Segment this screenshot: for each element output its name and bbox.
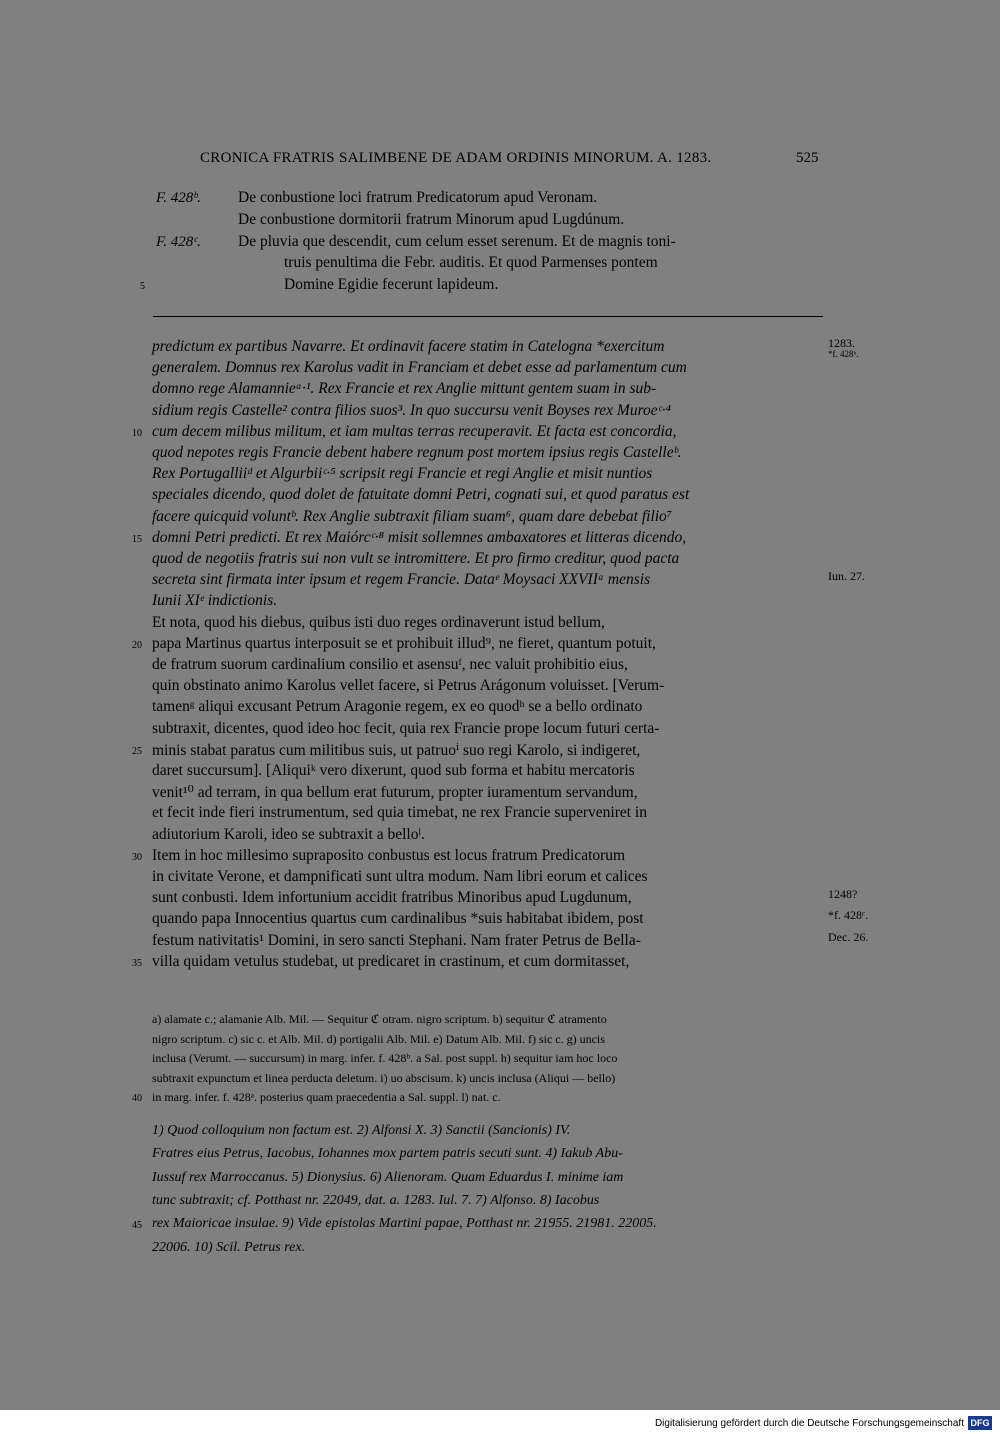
- line-number: 5: [140, 281, 145, 292]
- body-line: quin obstinato animo Karolus vellet facere, si Petrus Arágonum voluisset. [Verum-: [152, 677, 665, 695]
- line-number: 30: [132, 851, 142, 863]
- separator-rule: [153, 316, 823, 317]
- rubric-label: F. 428ᵇ.: [156, 190, 202, 206]
- body-line: minis stabat paratus cum militibus suis, ut patruoⁱ suo regi Karolo, si indigeret,: [152, 741, 641, 759]
- body-line: secreta sint firmata inter ipsum et regem Francie. Dataᵉ Moysaci XXVIIᵃ mensis: [152, 571, 651, 589]
- apparatus-line: a) alamate c.; alamanie Alb. Mil. — Sequitur ℭ otram. nigro scriptum. b) sequitur ℭ atramento: [152, 1012, 607, 1026]
- rubric-line: De pluvia que descendit, cum celum esset serenum. Et de magnis toni-: [238, 233, 676, 250]
- body-line: tamenᵍ aliqui excusant Petrum Aragonie regem, ex eo quodʰ se a bello ordinato: [152, 698, 643, 716]
- apparatus-line: nigro scriptum. c) sic c. et Alb. Mil. d) portigalii Alb. Mil. e) Datum Alb. Mil. f) sic c. g) uncis: [152, 1031, 605, 1046]
- apparatus-line: subtraxit expunctum et linea perducta deletum. i) uo abscisum. k) uncis inclusa (Aliqui — bello): [152, 1070, 616, 1085]
- rubric-line: De conbustione dormitorii fratrum Minorum apud Lugdúnum.: [238, 211, 625, 228]
- body-line: in civitate Verone, et dampnificati sunt ultra modum. Nam libri eorum et calices: [152, 868, 648, 885]
- footnote-line: tunc subtraxit; cf. Potthast nr. 22049, dat. a. 1283. Iul. 7. 7) Alfonso. 8) Iacobus: [152, 1192, 600, 1208]
- margin-note: 1248?: [828, 887, 858, 902]
- body-line: adiutorium Karoli, ideo se subtraxit a belloˡ.: [152, 825, 425, 843]
- body-line: domno rege Alamannieᵃ·¹. Rex Francie et rex Anglie mittunt gentem suam in sub-: [152, 380, 657, 398]
- rubric-label: F. 428ᶜ.: [156, 234, 201, 250]
- apparatus-line: inclusa (Verumt. — succursum) in marg. infer. f. 428ᵇ. a Sal. post suppl. h) sequitur iam hoc loco: [152, 1051, 618, 1065]
- footnote-line: Iussuf rex Marroccanus. 5) Dionysius. 6) Alienoram. Quam Eduardus I. minime iam: [152, 1169, 624, 1185]
- body-line: cum decem milibus militum, et iam multas terras recuperavit. Et facta est concordia,: [152, 422, 677, 440]
- footnote-line: rex Maioricae insulae. 9) Vide epistolas Martini papae, Potthast nr. 21955. 21981. 22005.: [152, 1216, 657, 1232]
- body-line: festum nativitatis¹ Domini, in sero sancti Stephani. Nam frater Petrus de Bella-: [152, 931, 641, 949]
- dfg-logo-icon: DFG: [968, 1416, 992, 1430]
- margin-note: *f. 428ᶜ.: [828, 908, 869, 923]
- body-line: quod de negotiis fratris sui non vult se intromittere. Et pro firmo creditur, quod pacta: [152, 550, 680, 567]
- funding-credit: Digitalisierung gefördert durch die Deutsche Forschungsgemeinschaft: [654, 1418, 964, 1429]
- margin-note: *f. 428ᵇ.: [828, 349, 859, 359]
- margin-note: 1283.: [828, 336, 855, 350]
- line-number: 40: [132, 1093, 142, 1104]
- footnote-line: 22006. 10) Scil. Petrus rex.: [152, 1239, 306, 1255]
- line-number: 25: [132, 745, 142, 757]
- body-line: Item in hoc millesimo supraposito conbustus est locus fratrum Predicatorum: [152, 846, 626, 864]
- body-line: sidium regis Castelle² contra filios suos³. In quo succursu venit Boyses rex Muroeᶜ·⁴: [152, 401, 672, 419]
- body-line: predictum ex partibus Navarre. Et ordinavit facere statim in Catelogna *exercitum: [152, 338, 665, 355]
- line-number: 10: [132, 427, 142, 439]
- body-line: sunt conbusti. Idem infortunium accidit fratribus Minoribus apud Lugdunum,: [152, 889, 632, 907]
- body-line: de fratrum suorum cardinalium consilio et asensuᶠ, nec valuit prohibitio eius,: [152, 656, 628, 673]
- line-number: 15: [132, 533, 142, 545]
- body-line: subtraxit, dicentes, quod ideo hoc fecit, quia rex Francie prope locum futuri certa-: [152, 719, 660, 737]
- body-line: speciales dicendo, quod dolet de fatuitate domni Petri, cognati sui, et quod paratus est: [152, 486, 690, 504]
- line-number: 20: [132, 639, 142, 651]
- body-line: papa Martinus quartus interposuit se et prohibuit illud⁹, ne fieret, quantum potuit,: [152, 634, 656, 652]
- running-title: CRONICA FRATRIS SALIMBENE DE ADAM ORDINIS MINORUM. A. 1283.: [200, 150, 712, 166]
- body-line: venit¹⁰ ad terram, in qua bellum erat futurum, propter iuramentum servandum,: [152, 784, 638, 802]
- rubric-line: De conbustione loci fratrum Predicatorum apud Veronam.: [238, 189, 598, 206]
- rubric-line: Domine Egidie fecerunt lapideum.: [284, 276, 499, 293]
- margin-note: Dec. 26.: [828, 929, 869, 944]
- footnote-line: 1) Quod colloquium non factum est. 2) Alfonsi X. 3) Sanctii (Sancionis) IV.: [152, 1123, 571, 1138]
- body-line: quod nepotes regis Francie debent habere regnum post mortem ipsius regis Castelleᵇ.: [152, 444, 682, 461]
- body-line: Et nota, quod his diebus, quibus isti duo reges ordinaverunt istud bellum,: [152, 613, 605, 631]
- footnote-line: Fratres eius Petrus, Iacobus, Iohannes mox partem patris secuti sunt. 4) Iakub Abu-: [152, 1146, 623, 1162]
- body-line: facere quicquid voluntᵇ. Rex Anglie subtraxit filiam suam⁶, quam dare debebat filio⁷: [152, 507, 673, 525]
- margin-note: Iun. 27.: [828, 569, 865, 584]
- body-line: generalem. Domnus rex Karolus vadit in Franciam et debet esse ad parlamentum cum: [152, 359, 687, 377]
- rubric-line: truis penultima die Febr. auditis. Et quod Parmenses pontem: [284, 254, 658, 271]
- body-line: villa quidam vetulus studebat, ut predicaret in crastinum, et cum dormitasset,: [152, 952, 630, 970]
- apparatus-line: in marg. infer. f. 428ᵃ. posterius quam praecedentia a Sal. suppl. l) nat. c.: [152, 1090, 501, 1104]
- page-number: 525: [796, 150, 819, 166]
- line-number: 35: [132, 957, 142, 969]
- line-number: 45: [132, 1220, 142, 1232]
- body-line: domni Petri predicti. Et rex Maiórcᶜ·⁸ misit sollemnes ambaxatores et litteras dicendo,: [152, 528, 687, 546]
- body-line: Rex Portugalliiᵈ et Algurbiiᶜ·⁵ scripsit regi Francie et regi Anglie et misit nuntios: [152, 465, 653, 483]
- body-line: quando papa Innocentius quartus cum cardinalibus *suis habitabat ibidem, post: [152, 910, 644, 928]
- body-line: Iunii XIᵉ indictionis.: [152, 592, 278, 610]
- body-line: et fecit inde fieri instrumentum, sed quia timebat, ne rex Francie superveniret in: [152, 804, 647, 822]
- body-line: daret succursum]. [Aliquiᵏ vero dixerunt, quod sub forma et habitu mercatoris: [152, 762, 635, 779]
